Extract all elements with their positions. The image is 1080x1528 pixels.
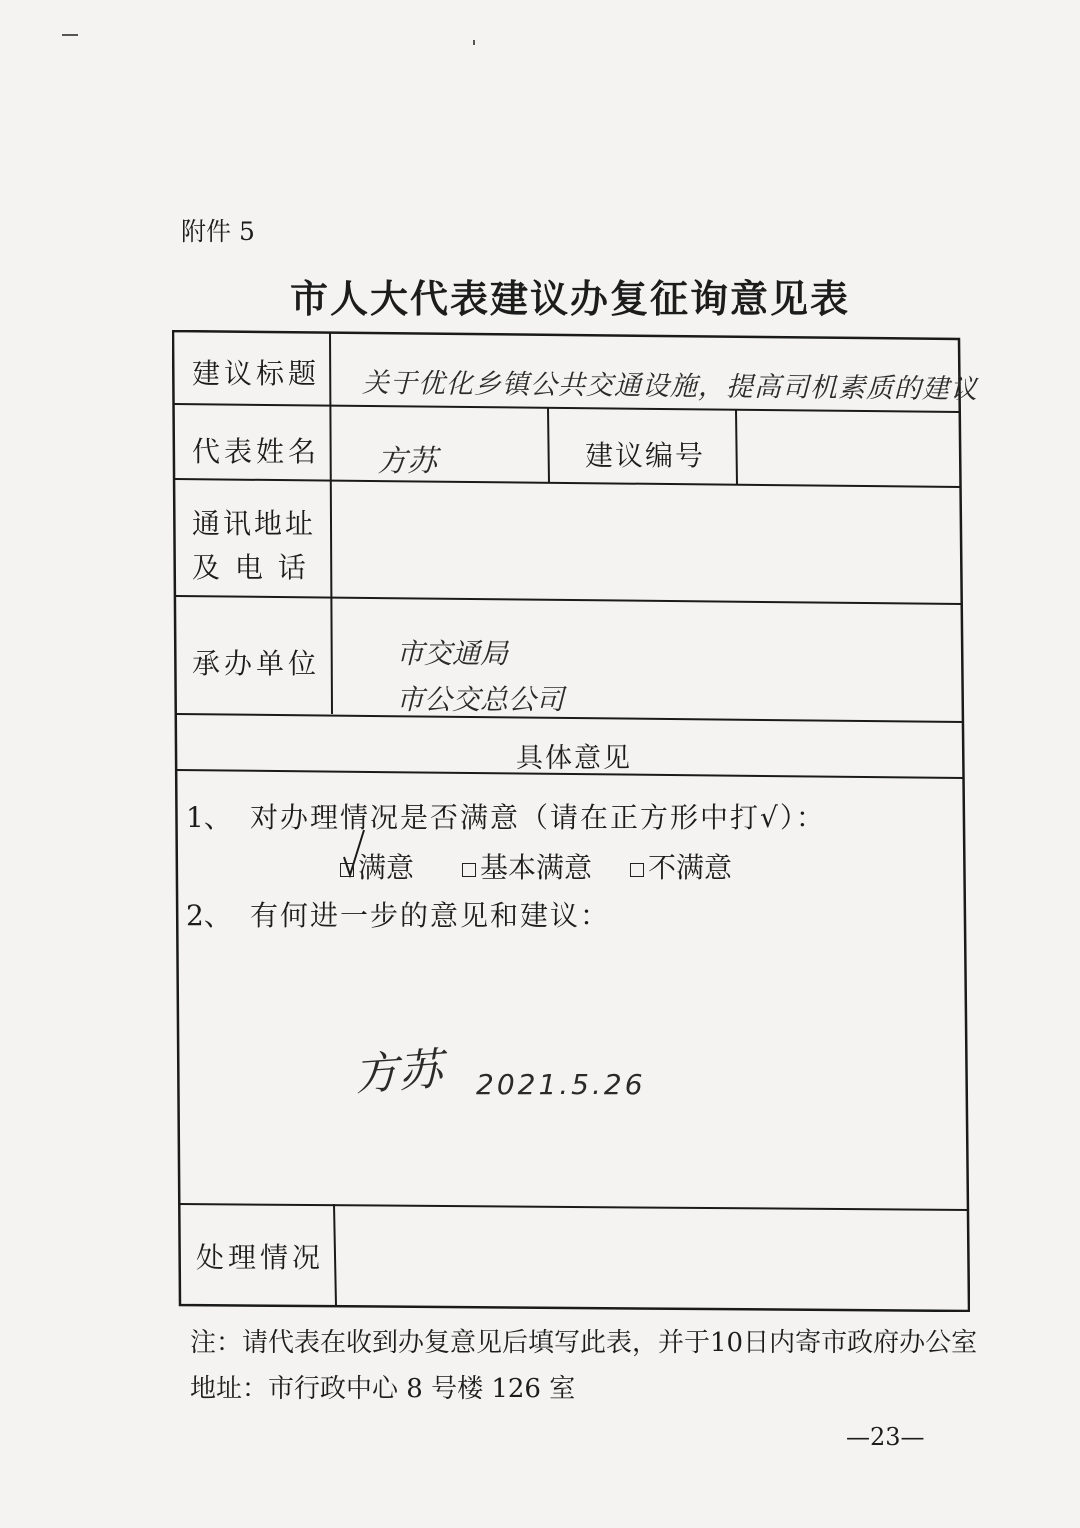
- question-1-text: 对办理情况是否满意（请在正方形中打√）：: [250, 801, 826, 834]
- option-satisfied-label: 满意: [358, 851, 415, 884]
- checkbox-basically-satisfied[interactable]: [462, 863, 476, 877]
- row-rule: [174, 404, 960, 412]
- question-2-text: 有何进一步的意见和建议：: [250, 899, 611, 932]
- address-label-line2: 及 电 话: [192, 551, 309, 584]
- note-line-1: 注：请代表在收到办复意见后填写此表，并于10日内寄市政府办公室: [190, 1328, 978, 1358]
- checkbox-satisfied[interactable]: [340, 863, 354, 877]
- form-table: [172, 330, 979, 1312]
- address-label-line1: 通讯地址: [192, 507, 317, 540]
- row-rule: [179, 1204, 969, 1210]
- scan-mark: [62, 34, 78, 36]
- attachment-label: 附件 5: [181, 217, 255, 246]
- handling-unit-label: 承办单位: [192, 647, 321, 680]
- row-rule: [175, 479, 961, 487]
- row-rule: [176, 714, 964, 722]
- label-column-rule: [330, 332, 332, 714]
- handling-unit-line2: 市公交总公司: [396, 683, 565, 716]
- rep-name-label: 代表姓名: [192, 435, 321, 468]
- suggestion-number-label: 建议编号: [585, 439, 706, 472]
- option-basically-satisfied-label: 基本满意: [480, 851, 593, 884]
- form-title: 市人大代表建议办复征询意见表: [289, 276, 850, 321]
- sign-date: 2021.5.26: [476, 1068, 646, 1101]
- option-unsatisfied-label: 不满意: [648, 851, 733, 884]
- checkbox-unsatisfied[interactable]: [630, 863, 644, 877]
- page-number: —23—: [846, 1423, 925, 1451]
- scan-mark: [473, 40, 475, 45]
- signature: 方苏: [352, 1043, 444, 1101]
- suggestion-title-value: 关于优化乡镇公共交通设施，提高司机素质的建议: [361, 367, 979, 406]
- row-rule: [176, 596, 962, 604]
- option-unsatisfied: [630, 846, 732, 886]
- column-rule: [548, 408, 549, 483]
- handling-unit-line1: 市交通局: [396, 637, 509, 670]
- suggestion-title-label: 建议标题: [192, 357, 321, 390]
- question-1-number: 1、: [186, 801, 232, 834]
- label-column-rule: [334, 1204, 336, 1306]
- opinion-header: 具体意见: [516, 743, 632, 774]
- question-2-number: 2、: [186, 899, 232, 932]
- option-basically-satisfied: [462, 846, 592, 886]
- column-rule: [736, 410, 737, 485]
- processing-label: 处理情况: [196, 1241, 325, 1274]
- note-line-2: 地址：市行政中心 8 号楼 126 室: [190, 1374, 576, 1404]
- rep-name-value: 方苏: [377, 444, 437, 479]
